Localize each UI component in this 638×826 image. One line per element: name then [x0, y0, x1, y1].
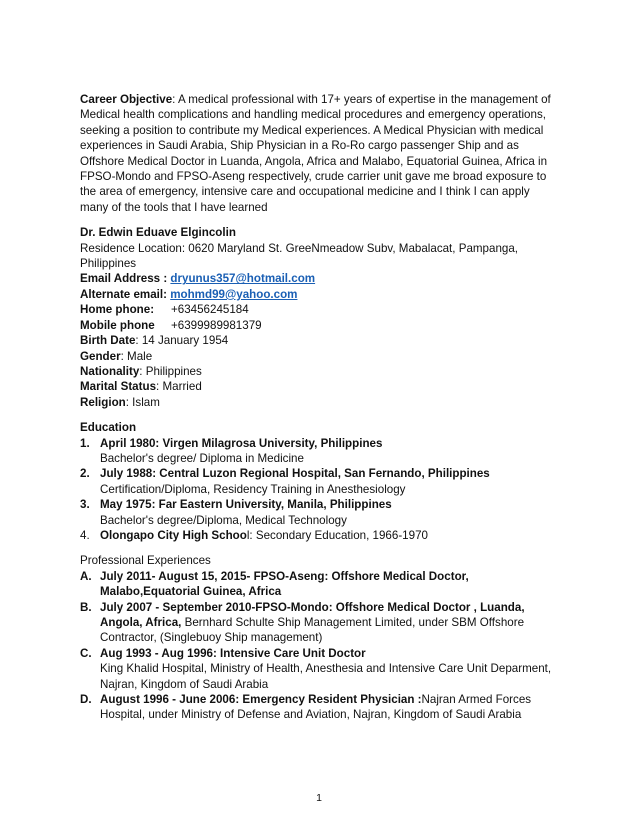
education-item-title: May 1975: Far Eastern University, Manila, Philippines	[100, 498, 392, 512]
resume-content	[80, 92, 560, 723]
education-item-marker: 4.	[80, 528, 90, 542]
email-link[interactable]: dryunus357@hotmail.com	[170, 272, 316, 286]
experience-item-rest: Bernhard Schulte Ship Management Limited, under SBM Offshore Contractor, (Singlebuoy Ship management)	[100, 616, 525, 645]
education-item-title: July 1988: Central Luzon Regional Hospital, San Fernando, Philippines	[100, 467, 490, 481]
education-item-title	[100, 528, 560, 543]
marital-status-value: : Married	[156, 380, 202, 394]
birth-date-row	[80, 333, 560, 348]
experience-item	[80, 646, 560, 692]
experience-item-title: July 2011- August 15, 2015- FPSO-Aseng: Offshore Medical Doctor, Malabo,Equatorial Guinea, Africa	[100, 569, 469, 599]
career-objective-label: Career Objective	[80, 93, 173, 106]
education-item-title-rest: l: Secondary Education, 1966-1970	[246, 528, 428, 542]
mobile-phone-value: +6399989981379	[171, 318, 262, 332]
mobile-phone-row	[80, 318, 560, 333]
career-objective-text: : A medical professional with 17+ years of expertise in the management of Medical health complications and handling medical procedures and emergency operations, seeking a position to contribute my Medical experiences. A Medical Physician with medical experiences in Saudi Arabia, Ship Physician in a Ro-Ro cargo passenger Ship and as Offshore Medical Doctor in Luanda, Angola, Africa and Malabo, Equatorial Guinea, Africa in FPSO-Mondo and FPSO-Aseng respectively, crude carrier unit gave me broad exposure to the area of emergency, intensive care and occupational medicine and I think I can apply many of the tools that I have learned	[80, 93, 551, 214]
mobile-phone-label: Mobile phone	[80, 318, 155, 332]
gender-label: Gender	[80, 349, 121, 363]
experience-item-marker: C.	[80, 646, 92, 660]
alt-email-label: Alternate email:	[80, 287, 171, 301]
experience-item-title: Aug 1993 - Aug 1996: Intensive Care Unit Doctor	[100, 646, 366, 660]
religion-label: Religion	[80, 395, 126, 409]
residence-location: Residence Location: 0620 Maryland St. GreeNmeadow Subv, Mabalacat, Pampanga, Philippines	[80, 241, 519, 271]
birth-date-label: Birth Date	[80, 334, 136, 348]
education-item	[80, 528, 560, 543]
experience-item	[80, 600, 560, 646]
page-number: 1	[316, 792, 322, 804]
gender-value: : Male	[120, 349, 153, 363]
experience-item-text	[100, 692, 560, 723]
experience-heading: Professional Experiences	[80, 554, 211, 568]
education-item-marker: 1.	[80, 436, 90, 450]
education-item	[80, 497, 560, 528]
education-item	[80, 436, 560, 467]
experience-item-text	[100, 600, 560, 646]
experience-item	[80, 692, 560, 723]
home-phone-value: +63456245184	[171, 303, 249, 317]
home-phone-row	[80, 302, 560, 317]
religion-row	[80, 395, 560, 410]
experience-item-marker: A.	[80, 569, 92, 583]
nationality-value: : Philippines	[139, 364, 202, 378]
email-label: Email Address :	[80, 272, 171, 286]
education-item-detail: Bachelor's degree/ Diploma in Medicine	[100, 451, 304, 465]
birth-date-value: : 14 January 1954	[135, 334, 229, 348]
home-phone-label: Home phone:	[80, 303, 155, 317]
alt-email-row	[80, 287, 560, 302]
marital-status-row	[80, 379, 560, 394]
education-item	[80, 466, 560, 497]
experience-item	[80, 569, 560, 600]
experience-item-rest: Najran Armed Forces Hospital, under Ministry of Defense and Aviation, Najran, Kingdom of Saudi Arabia	[100, 693, 532, 722]
experience-item-detail: King Khalid Hospital, Ministry of Health, Anesthesia and Intensive Care Unit Deparment, Najran, Kingdom of Saudi Arabia	[100, 662, 552, 691]
email-row	[80, 271, 560, 286]
career-objective	[80, 92, 560, 215]
education-item-marker: 3.	[80, 498, 90, 512]
education-item-title-bold: Olongapo City High Schoo	[100, 528, 247, 542]
education-heading: Education	[80, 421, 137, 435]
gender-row	[80, 349, 560, 364]
experience-item-marker: B.	[80, 600, 92, 614]
religion-value: : Islam	[125, 395, 160, 409]
education-item-detail: Certification/Diploma, Residency Training in Anesthesiology	[100, 482, 406, 496]
education-item-marker: 2.	[80, 467, 90, 481]
nationality-label: Nationality	[80, 364, 140, 378]
marital-status-label: Marital Status	[80, 380, 157, 394]
experience-item-marker: D.	[80, 693, 92, 707]
alt-email-link[interactable]: mohmd99@yahoo.com	[170, 287, 298, 301]
nationality-row	[80, 364, 560, 379]
experience-item-title: July 2007 - September 2010-FPSO-Mondo: Offshore Medical Doctor , Luanda, Angola, Africa,	[100, 600, 525, 629]
education-item-detail: Bachelor's degree/Diploma, Medical Technology	[100, 513, 347, 527]
experience-item-title: August 1996 - June 2006: Emergency Resident Physician :	[100, 693, 422, 707]
education-item-title: April 1980: Virgen Milagrosa University, Philippines	[100, 436, 383, 450]
candidate-name: Dr. Edwin Eduave Elgincolin	[80, 226, 236, 240]
